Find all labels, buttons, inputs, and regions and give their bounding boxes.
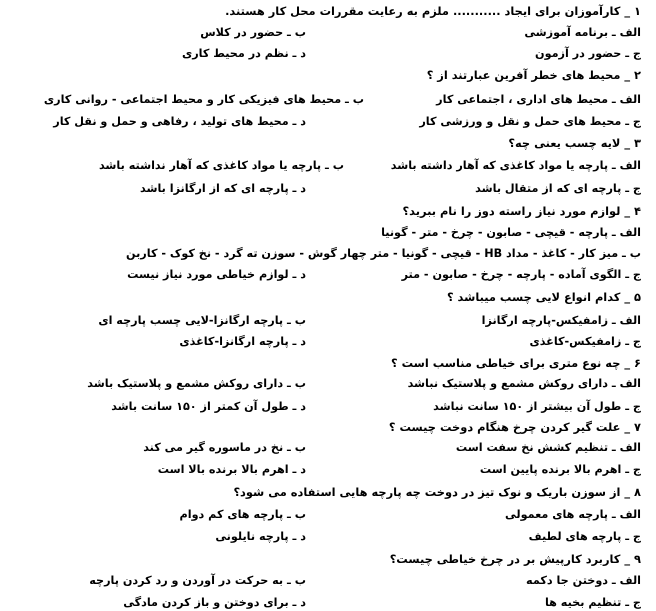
option-dal: د ـ پارچه نایلونی — [215, 530, 306, 543]
option-dal: د ـ نظم در محیط کاری — [181, 47, 306, 60]
option-alef: الف ـ زامفیکس-پارچه ارگانزا — [481, 314, 641, 327]
question-text: ۵ _ کدام انواع لایی چسب میباشد ؟ — [446, 290, 641, 304]
option-alef: الف ـ تنظیم کشش نخ سفت است — [455, 441, 641, 454]
option-be: ب ـ میز کار - کاغذ - مداد HB - قیچی - گونیا - متر چهار گوش - سوزن ته گرد - نخ کوک - کاربن — [126, 247, 641, 260]
question-text: ۱ _ کارآموزان برای ایجاد ........... ملزم به رعایت مقررات محل کار هستند. — [225, 4, 641, 18]
option-jim: ج ـ پارچه های لطیف — [528, 530, 641, 543]
option-be: ب ـ پارچه یا مواد کاغذی که آهار نداشته باشد — [98, 159, 344, 172]
option-alef: الف ـ دارای روکش مشمع و پلاستیک نباشد — [407, 377, 641, 390]
option-be: ب ـ محیط های فیزیکی کار و محیط اجتماعی - روانی کاری — [43, 93, 364, 106]
option-be: ب ـ نخ در ماسوره گیر می کند — [143, 441, 306, 454]
option-jim: ج ـ اهرم بالا برنده پایین است — [479, 463, 641, 476]
option-alef: الف ـ پارچه - قیچی - صابون - چرخ - متر - گونیا — [381, 226, 641, 239]
option-alef: الف ـ محیط های اداری ، اجتماعی کار — [436, 93, 641, 106]
option-be: ب ـ پارچه ارگانزا-لایی چسب پارچه ای — [98, 314, 306, 327]
option-alef: الف ـ پارچه های معمولی — [505, 508, 641, 521]
option-jim: ج ـ تنظیم بخیه ها — [544, 596, 641, 609]
option-jim: ج ـ پارچه ای که از متقال باشد — [475, 182, 641, 195]
option-dal: د ـ طول آن کمتر از ۱۵۰ سانت باشد — [111, 400, 306, 413]
option-dal: د ـ اهرم بالا برنده بالا است — [157, 463, 306, 476]
option-be: ب ـ به حرکت در آوردن و رد کردن پارچه — [89, 574, 306, 587]
option-dal: د ـ پارچه ای که از ارگانزا باشد — [139, 182, 306, 195]
question-text: ۹ _ کاربرد کارپیش بر در چرخ خیاطی چیست؟ — [389, 552, 641, 566]
question-text: ۲ _ محیط های خطر آفرین عبارتند از ؟ — [426, 68, 641, 82]
option-dal: د ـ برای دوختن و باز کردن مادگی — [123, 596, 306, 609]
question-text: ۴ _ لوازم مورد نیاز راسته دوز را نام ببرید؟ — [402, 204, 641, 218]
question-text: ۸ _ از سوزن باریک و نوک تیز در دوخت چه پارچه هایی استفاده می شود؟ — [233, 485, 641, 499]
option-be: ب ـ دارای روکش مشمع و پلاستیک باشد — [87, 377, 306, 390]
option-be: ب ـ حضور در کلاس — [200, 26, 306, 39]
option-jim: ج ـ زامفیکس-کاغذی — [529, 335, 641, 348]
question-text: ۳ _ لایه چسب یعنی چه؟ — [508, 136, 641, 150]
option-alef: الف ـ برنامه آموزشی — [524, 26, 641, 39]
option-alef: الف ـ دوختن جا دکمه — [526, 574, 641, 587]
option-be: ب ـ پارچه های کم دوام — [179, 508, 306, 521]
option-jim: ج ـ طول آن بیشتر از ۱۵۰ سانت نباشد — [433, 400, 641, 413]
question-text: ۷ _ علت گیر کردن چرخ هنگام دوخت چیست ؟ — [388, 420, 641, 434]
option-dal: د ـ پارچه ارگانزا-کاغذی — [179, 335, 306, 348]
option-jim: ج ـ الگوی آماده - پارچه - چرخ - صابون - متر — [401, 268, 641, 281]
option-dal: د ـ لوازم خیاطی مورد نیاز نیست — [127, 268, 306, 281]
option-alef: الف ـ پارچه یا مواد کاغذی که آهار داشته باشد — [390, 159, 641, 172]
option-jim: ج ـ حضور در آزمون — [535, 47, 641, 60]
option-jim: ج ـ محیط های حمل و نقل و ورزشی کار — [419, 115, 641, 128]
option-dal: د ـ محیط های تولید ، رفاهی و حمل و نقل کار — [53, 115, 306, 128]
question-text: ۶ _ چه نوع متری برای خیاطی مناسب است ؟ — [391, 356, 641, 370]
